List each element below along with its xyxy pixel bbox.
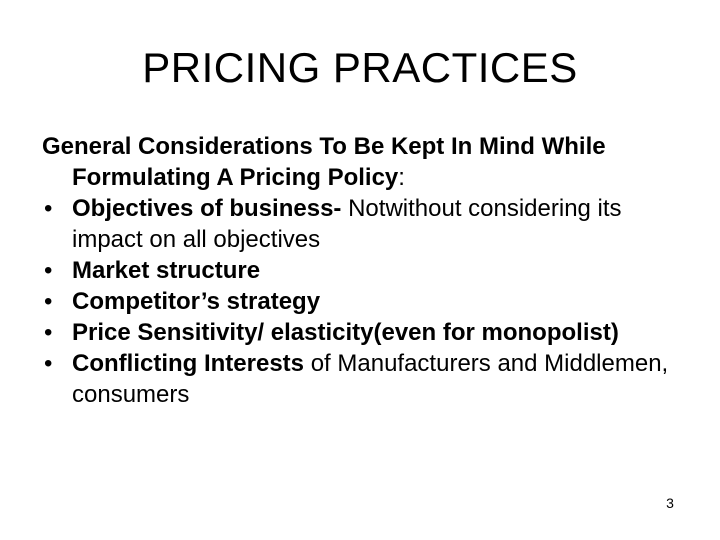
bullet-bold-text: Objectives of business-: [72, 195, 342, 222]
bullet-rest-text: Notwithout considering its impact on all objectives: [72, 195, 622, 253]
slide-content: [42, 131, 692, 410]
bullet-item: [42, 317, 692, 348]
bullet-icon: •: [44, 257, 53, 284]
bullet-item: [42, 255, 692, 286]
slide-title: PRICING PRACTICES: [142, 44, 578, 91]
intro-paragraph: [42, 131, 692, 193]
intro-bold-text: General Considerations To Be Kept In Mind While Formulating A Pricing Policy: [42, 133, 606, 191]
bullet-icon: •: [44, 319, 53, 346]
bullet-icon: •: [44, 288, 53, 315]
bullet-item: [42, 286, 692, 317]
bullet-list: [42, 193, 692, 410]
bullet-bold-text: Competitor’s strategy: [72, 288, 321, 315]
bullet-bold-text: Market structure: [72, 257, 261, 284]
intro-rest-text: :: [398, 164, 405, 191]
bullet-icon: •: [44, 195, 53, 222]
slide-number: 3: [666, 495, 674, 511]
bullet-item: [42, 348, 692, 410]
bullet-bold-text: Price Sensitivity/ elasticity(even for monopolist): [72, 319, 619, 346]
bullet-item: [42, 193, 692, 255]
bullet-icon: •: [44, 350, 53, 377]
bullet-bold-text: Conflicting Interests: [72, 350, 305, 377]
bullet-rest-text: of Manufacturers and Middlemen, consumers: [72, 350, 669, 408]
